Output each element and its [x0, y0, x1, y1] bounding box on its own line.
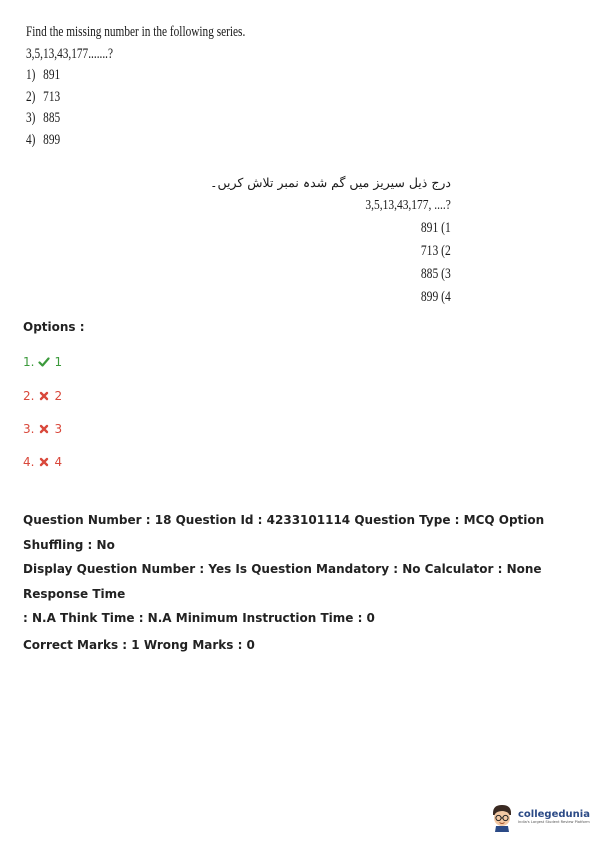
- question-prompt: Find the missing number in the following series.: [26, 24, 246, 40]
- answer-option-1: [23, 355, 62, 369]
- metadata-line: Question Number : 18 Question Id : 4233101114 Question Type : MCQ Option Shuffling : No: [23, 513, 545, 552]
- option-line-urdu: 713 (2: [421, 243, 451, 259]
- question-urdu: [210, 171, 451, 309]
- answer-option-value: 4: [54, 455, 63, 469]
- option-line: [26, 108, 245, 130]
- option-line-urdu: 891 (1: [421, 220, 451, 236]
- cross-icon: [38, 456, 50, 468]
- options-heading: Options :: [23, 320, 85, 334]
- question-metadata: [23, 508, 583, 657]
- answer-option-number: 3.: [23, 422, 35, 436]
- answer-option-3: [23, 422, 62, 436]
- answer-option-value: 2: [54, 389, 63, 403]
- collegedunia-logo: [489, 801, 594, 833]
- cross-icon: [38, 390, 50, 402]
- answer-option-number: 2.: [23, 389, 35, 403]
- option-number: 2): [26, 88, 36, 105]
- option-value: 891: [43, 67, 61, 83]
- answer-option-number: 4.: [23, 455, 35, 469]
- answer-option-value: 3: [54, 422, 63, 436]
- metadata-line: Display Question Number : Yes Is Question Mandatory : No Calculator : None Response Time: [23, 562, 542, 601]
- option-line: [26, 65, 245, 87]
- option-value: 899: [43, 131, 61, 148]
- logo-tagline: India's Largest Student Review Platform: [518, 820, 590, 824]
- question-series: 3,5,13,43,177.......?: [26, 45, 114, 62]
- question-series-urdu: 3,5,13,43,177, ....?: [365, 198, 451, 213]
- question-prompt-urdu: درج ذیل سیریز میں گم شدہ نمبر تلاش کریں۔: [210, 175, 451, 190]
- option-number: 1): [26, 67, 36, 83]
- option-line-urdu: 899 (4: [421, 289, 451, 305]
- question-english: [26, 22, 245, 151]
- option-line: [26, 130, 245, 152]
- answer-option-2: [23, 389, 62, 403]
- cross-icon: [38, 423, 50, 435]
- logo-text: [518, 809, 590, 825]
- check-icon: [38, 356, 50, 368]
- option-value: 713: [43, 88, 61, 105]
- logo-brand: collegedunia: [518, 809, 590, 820]
- option-number: 3): [26, 110, 36, 126]
- option-value: 885: [43, 110, 61, 126]
- marks-line: Correct Marks : 1 Wrong Marks : 0: [23, 637, 255, 652]
- mascot-icon: [489, 802, 515, 832]
- option-line: [26, 87, 245, 109]
- option-line-urdu: 885 (3: [421, 266, 451, 282]
- answer-option-4: [23, 455, 62, 469]
- metadata-line: : N.A Think Time : N.A Minimum Instruction Time : 0: [23, 611, 375, 625]
- answer-option-value: 1: [54, 355, 63, 369]
- option-number: 4): [26, 131, 36, 148]
- answer-option-number: 1.: [23, 355, 35, 369]
